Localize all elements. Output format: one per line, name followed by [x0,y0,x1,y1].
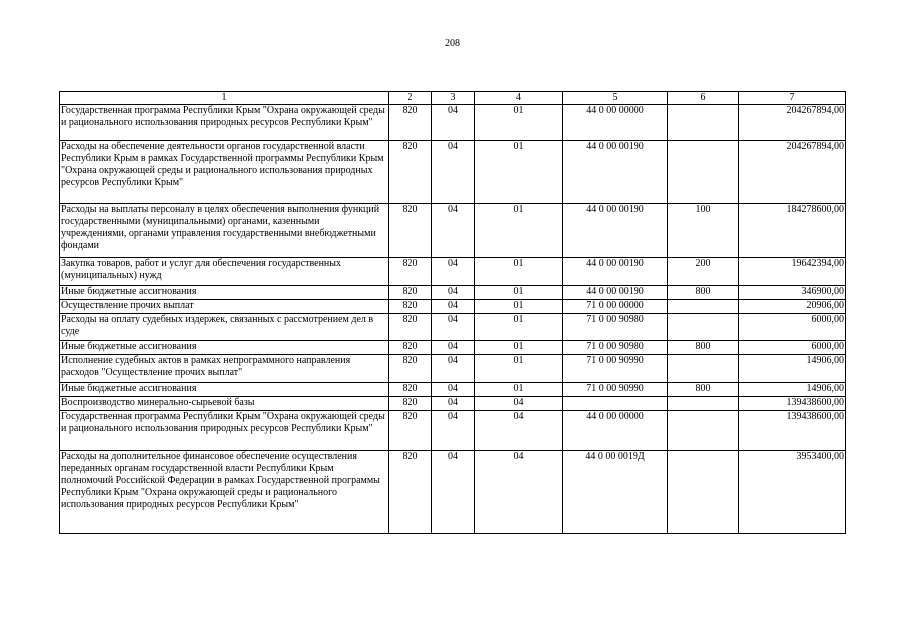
column-header: 7 [739,92,846,105]
target-article-code [563,397,668,411]
ministry-code: 820 [389,341,432,355]
subsection-code: 01 [475,105,563,141]
ministry-code: 820 [389,258,432,286]
table-row [60,258,846,286]
column-header: 4 [475,92,563,105]
ministry-code: 820 [389,105,432,141]
target-article-code: 44 0 00 00190 [563,141,668,204]
section-code: 04 [432,314,475,341]
expense-type-code: 100 [668,204,739,258]
target-article-code: 44 0 00 00000 [563,411,668,451]
expense-type-code [668,105,739,141]
column-header: 3 [432,92,475,105]
expense-name: Расходы на оплату судебных издержек, связанных с рассмотрением дел в суде [60,314,389,341]
section-code: 04 [432,105,475,141]
expense-type-code [668,397,739,411]
section-code: 04 [432,300,475,314]
target-article-code: 44 0 00 00190 [563,286,668,300]
target-article-code: 44 0 00 00190 [563,258,668,286]
subsection-code: 01 [475,258,563,286]
column-header: 6 [668,92,739,105]
amount: 346900,00 [739,286,846,300]
amount: 3953400,00 [739,451,846,534]
table-header-row [60,92,846,105]
expense-type-code [668,300,739,314]
amount: 19642394,00 [739,258,846,286]
table-row [60,314,846,341]
target-article-code: 71 0 00 90980 [563,314,668,341]
expense-type-code: 800 [668,341,739,355]
expense-name: Расходы на дополнительное финансовое обеспечение осуществления переданных органам государственной власти Республики Крым полномочий Российской Федерации в рамках Государственной программы Республики Крым "Охрана окружающей среды и рационального использования природных ресурсов Республики Крым" [60,451,389,534]
amount: 14906,00 [739,383,846,397]
expense-type-code [668,314,739,341]
column-header: 1 [60,92,389,105]
ministry-code: 820 [389,300,432,314]
target-article-code: 44 0 00 00000 [563,105,668,141]
subsection-code: 01 [475,355,563,383]
amount: 14906,00 [739,355,846,383]
subsection-code: 04 [475,411,563,451]
table-row [60,355,846,383]
ministry-code: 820 [389,451,432,534]
amount: 6000,00 [739,341,846,355]
expense-name: Расходы на выплаты персоналу в целях обеспечения выполнения функций государственными (муниципальными) органами, казенными учреждениями, органами управления государственными внебюджетными фондами [60,204,389,258]
target-article-code: 44 0 00 0019Д [563,451,668,534]
expense-type-code [668,451,739,534]
amount: 184278600,00 [739,204,846,258]
section-code: 04 [432,141,475,204]
subsection-code: 01 [475,300,563,314]
amount: 204267894,00 [739,141,846,204]
expense-name: Осуществление прочих выплат [60,300,389,314]
expense-name: Иные бюджетные ассигнования [60,341,389,355]
expense-name: Иные бюджетные ассигнования [60,286,389,300]
section-code: 04 [432,451,475,534]
ministry-code: 820 [389,355,432,383]
subsection-code: 01 [475,141,563,204]
subsection-code: 04 [475,451,563,534]
column-header: 2 [389,92,432,105]
table-row [60,397,846,411]
expense-name: Расходы на обеспечение деятельности органов государственной власти Республики Крым в рамках Государственной программы Республики Крым "Охрана окружающей среды и рационального использования природных ресурсов Республики Крым" [60,141,389,204]
amount: 20906,00 [739,300,846,314]
ministry-code: 820 [389,383,432,397]
expense-type-code [668,411,739,451]
subsection-code: 01 [475,314,563,341]
section-code: 04 [432,341,475,355]
section-code: 04 [432,258,475,286]
expense-name: Закупка товаров, работ и услуг для обеспечения государственных (муниципальных) нужд [60,258,389,286]
section-code: 04 [432,355,475,383]
expense-name: Государственная программа Республики Крым "Охрана окружающей среды и рационального использования природных ресурсов Республики Крым" [60,411,389,451]
budget-table [59,91,846,534]
section-code: 04 [432,286,475,300]
amount: 204267894,00 [739,105,846,141]
section-code: 04 [432,397,475,411]
ministry-code: 820 [389,411,432,451]
page-number: 208 [445,38,460,49]
section-code: 04 [432,411,475,451]
table-row [60,204,846,258]
expense-name: Исполнение судебных актов в рамках непрограммного направления расходов "Осуществление прочих выплат" [60,355,389,383]
expense-name: Государственная программа Республики Крым "Охрана окружающей среды и рационального использования природных ресурсов Республики Крым" [60,105,389,141]
amount: 139438600,00 [739,397,846,411]
table-row [60,451,846,534]
table-row [60,141,846,204]
ministry-code: 820 [389,397,432,411]
ministry-code: 820 [389,314,432,341]
amount: 6000,00 [739,314,846,341]
expense-type-code: 800 [668,286,739,300]
subsection-code: 01 [475,204,563,258]
table-row [60,105,846,141]
table-row [60,383,846,397]
expense-type-code: 800 [668,383,739,397]
table-row [60,300,846,314]
subsection-code: 01 [475,286,563,300]
table-row [60,411,846,451]
section-code: 04 [432,204,475,258]
expense-name: Воспроизводство минерально-сырьевой базы [60,397,389,411]
table-row [60,341,846,355]
expense-type-code [668,141,739,204]
section-code: 04 [432,383,475,397]
target-article-code: 71 0 00 90990 [563,383,668,397]
target-article-code: 71 0 00 90990 [563,355,668,383]
column-header: 5 [563,92,668,105]
target-article-code: 44 0 00 00190 [563,204,668,258]
amount: 139438600,00 [739,411,846,451]
subsection-code: 01 [475,383,563,397]
expense-type-code: 200 [668,258,739,286]
expense-type-code [668,355,739,383]
table-row [60,286,846,300]
expense-name: Иные бюджетные ассигнования [60,383,389,397]
subsection-code: 04 [475,397,563,411]
ministry-code: 820 [389,286,432,300]
ministry-code: 820 [389,204,432,258]
ministry-code: 820 [389,141,432,204]
target-article-code: 71 0 00 00000 [563,300,668,314]
target-article-code: 71 0 00 90980 [563,341,668,355]
subsection-code: 01 [475,341,563,355]
